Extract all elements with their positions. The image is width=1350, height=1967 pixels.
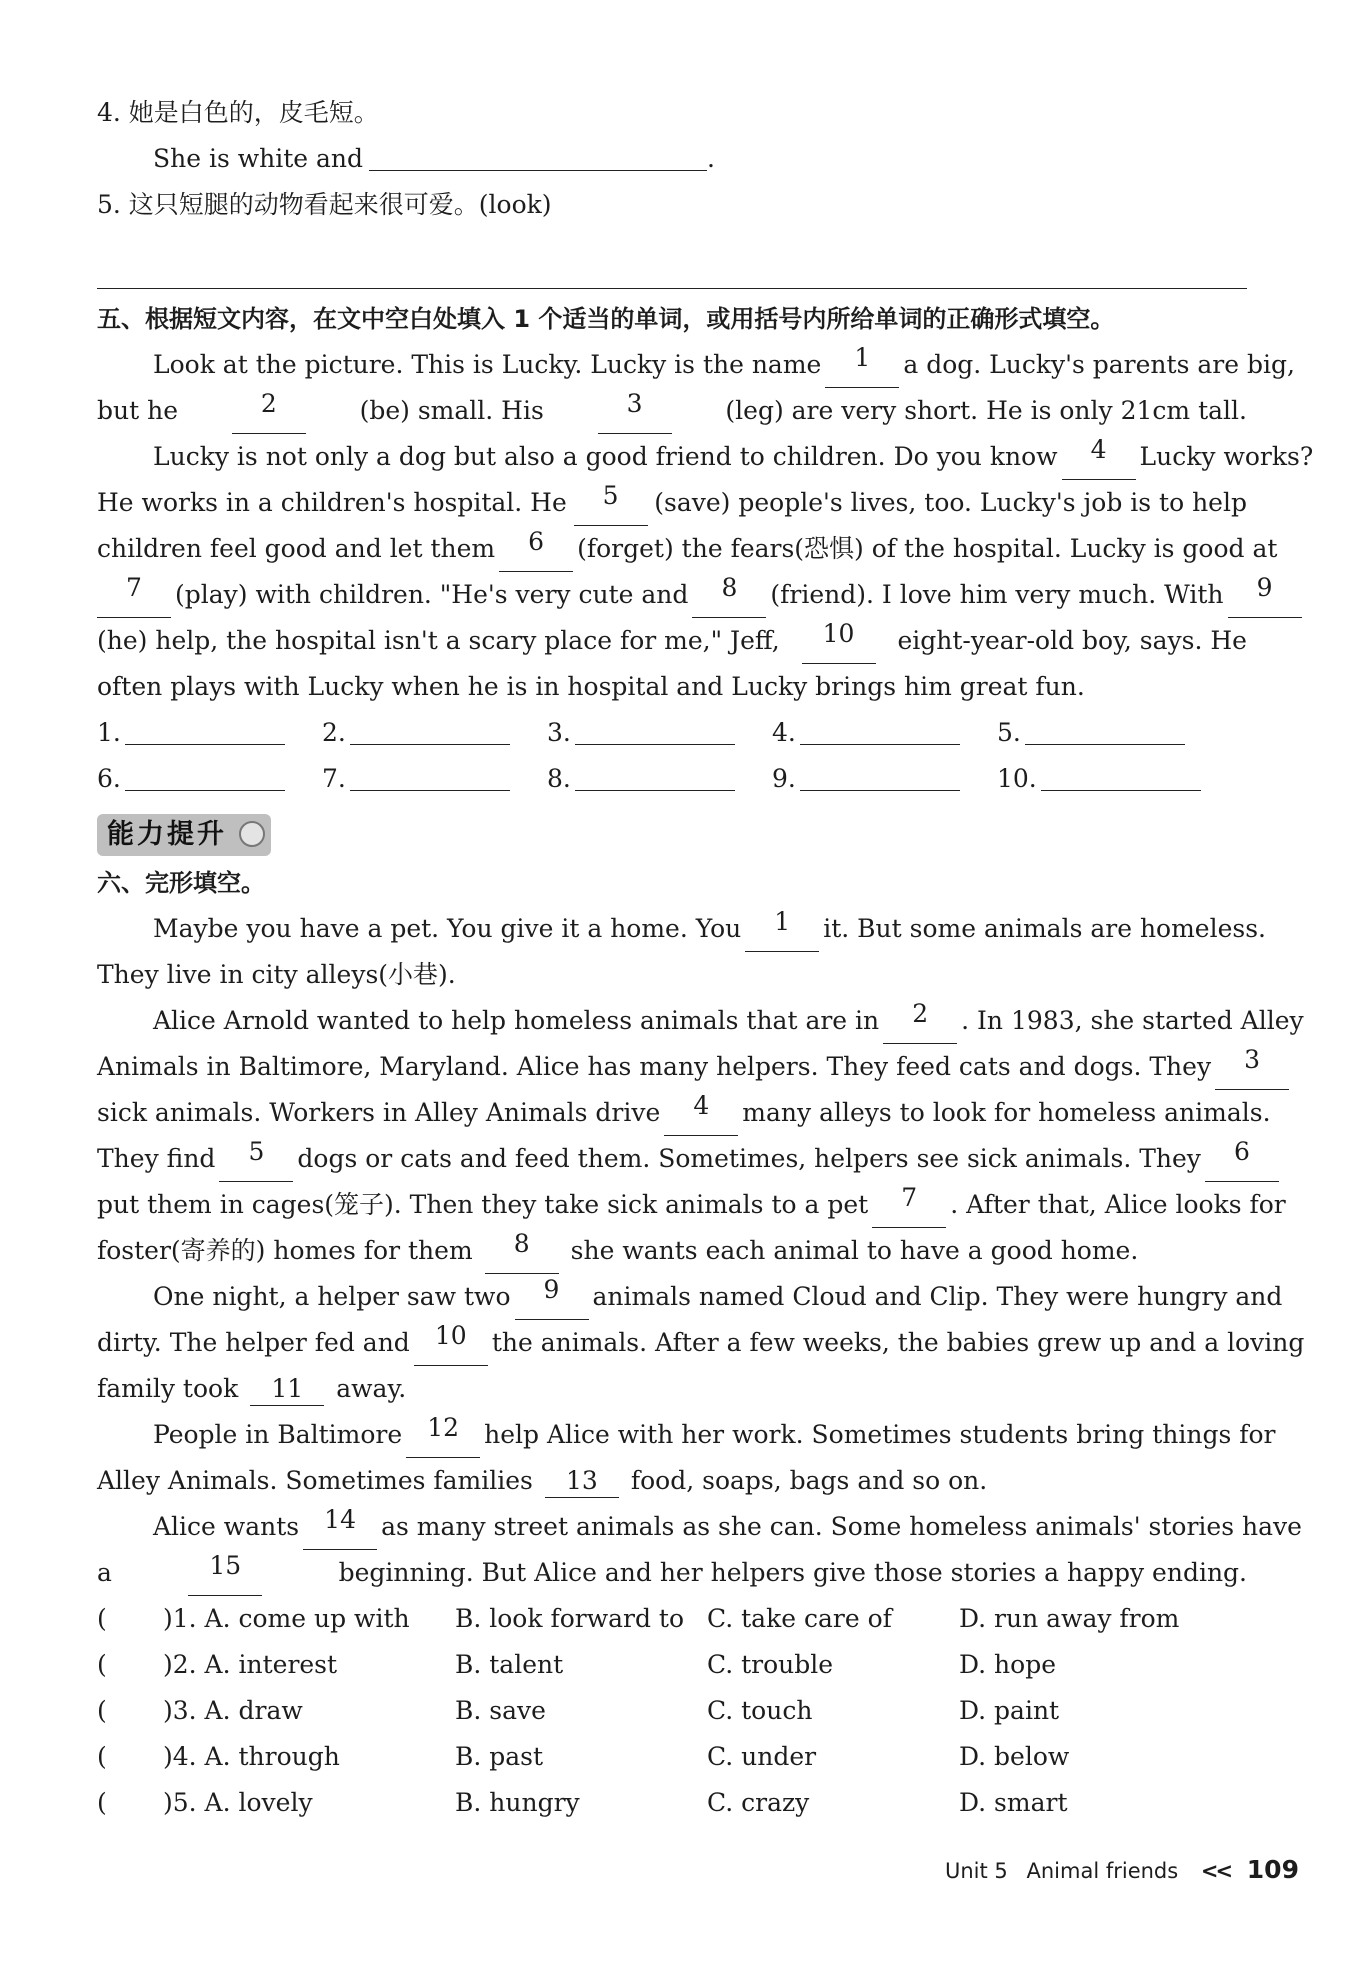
answer-bracket[interactable]: ( (97, 1650, 107, 1679)
cloze-blank-15[interactable]: 15 (188, 1550, 262, 1596)
passage2-line: People in Baltimore 12 help Alice with her work. Sometimes students bring things for (97, 1412, 1247, 1458)
passage1-line: (he) help, the hospital isn't a scary place for me," Jeff, 10 eight-year-old boy, says. He (97, 618, 1247, 664)
option-c: C. trouble (707, 1650, 834, 1679)
option-d: D. paint (959, 1696, 1060, 1725)
cloze-blank-6[interactable]: 6 (1205, 1136, 1279, 1182)
option-c: C. take care of (707, 1604, 892, 1633)
option-b: B. save (455, 1696, 546, 1725)
option-b: B. past (455, 1742, 544, 1771)
passage2-line: dirty. The helper fed and 10 the animals. After a few weeks, the babies grew up and a loving (97, 1320, 1247, 1366)
option-b: B. talent (455, 1650, 564, 1679)
cloze-blank-14[interactable]: 14 (303, 1504, 377, 1550)
blank-1[interactable]: 1 (825, 342, 899, 388)
passage2-line: Alley Animals. Sometimes families 13 food, soaps, bags and so on. (97, 1458, 1247, 1504)
cloze-blank-7[interactable]: 7 (872, 1182, 946, 1228)
passage2-line: They find 5 dogs or cats and feed them. Sometimes, helpers see sick animals. They 6 (97, 1136, 1247, 1182)
section6-heading: 六、完形填空。 (97, 869, 265, 897)
option-c: C. crazy (707, 1788, 810, 1817)
passage2-line: put them in cages(笼子). Then they take sick animals to a pet 7 . After that, Alice looks for (97, 1182, 1247, 1228)
blank-2[interactable]: 2 (232, 388, 306, 434)
cloze-blank-9[interactable]: 9 (515, 1274, 589, 1320)
passage1-line: Lucky is not only a dog but also a good friend to children. Do you know 4 Lucky works? (97, 434, 1247, 480)
option-b: B. hungry (455, 1788, 580, 1817)
option-row (97, 1688, 1247, 1734)
q5-chinese: 5. 这只短腿的动物看起来很可爱。(look) (97, 190, 552, 219)
answer-bracket[interactable]: ( (97, 1742, 107, 1771)
lightbulb-icon (239, 821, 265, 847)
passage2-line: sick animals. Workers in Alley Animals drive 4 many alleys to look for homeless animals. (97, 1090, 1247, 1136)
answer-field[interactable] (1025, 716, 1185, 745)
section5-heading: 五、根据短文内容，在文中空白处填入 1 个适当的单词，或用括号内所给单词的正确形式填空。 (97, 305, 1115, 333)
option-a: )1. A. come up with (163, 1604, 410, 1633)
blank-5[interactable]: 5 (574, 480, 648, 526)
blank-4[interactable]: 4 (1062, 434, 1136, 480)
passage1-line: He works in a children's hospital. He 5 (save) people's lives, too. Lucky's job is to help (97, 480, 1247, 526)
passage2-line: Alice Arnold wanted to help homeless animals that are in 2 . In 1983, she started Alley (97, 998, 1247, 1044)
passage1-line: 7 (play) with children. "He's very cute and 8 (friend). I love him very much. With 9 (97, 572, 1247, 618)
cloze-blank-1[interactable]: 1 (745, 906, 819, 952)
passage2-line: Maybe you have a pet. You give it a home. You 1 it. But some animals are homeless. (97, 906, 1247, 952)
cloze-blank-2[interactable]: 2 (883, 998, 957, 1044)
blank-10[interactable]: 10 (802, 618, 876, 664)
page-footer (945, 1850, 1299, 1890)
blank-7[interactable]: 7 (97, 572, 171, 618)
passage2-line: foster(寄养的) homes for them 8 she wants each animal to have a good home. (97, 1228, 1247, 1274)
option-d: D. below (959, 1742, 1070, 1771)
cloze-blank-8[interactable]: 8 (485, 1228, 559, 1274)
passage1-line: children feel good and let them 6 (forget) the fears(恐惧) of the hospital. Lucky is good at (97, 526, 1247, 572)
cloze-blank-13[interactable]: 13 (545, 1465, 619, 1498)
ability-banner: 能力提升 (97, 814, 271, 856)
answer-field[interactable] (800, 762, 960, 791)
passage1-line: but he 2 (be) small. His 3 (leg) are very short. He is only 21cm tall. (97, 388, 1247, 434)
passage2-line: Alice wants 14 as many street animals as she can. Some homeless animals' stories have (97, 1504, 1247, 1550)
answer-field[interactable] (800, 716, 960, 745)
unit-label: Unit 5 (945, 1859, 1008, 1883)
answer-bracket[interactable]: ( (97, 1696, 107, 1725)
option-a: )4. A. through (163, 1742, 340, 1771)
q4-answer-blank[interactable] (369, 140, 707, 171)
option-d: D. smart (959, 1788, 1068, 1817)
unit-title: Animal friends (1026, 1859, 1179, 1883)
option-a: )3. A. draw (163, 1696, 303, 1725)
cloze-blank-11[interactable]: 11 (250, 1373, 324, 1406)
option-c: C. touch (707, 1696, 813, 1725)
q4-chinese: 4. 她是白色的，皮毛短。 (97, 98, 379, 127)
passage2-line: family took 11 away. (97, 1366, 1247, 1412)
answer-row: 1. 2. 3. 4. 5. (97, 710, 1247, 756)
answer-field[interactable] (575, 716, 735, 745)
option-d: D. run away from (959, 1604, 1180, 1633)
answer-field[interactable] (350, 762, 510, 791)
blank-9[interactable]: 9 (1228, 572, 1302, 618)
answer-field[interactable] (575, 762, 735, 791)
cloze-blank-3[interactable]: 3 (1215, 1044, 1289, 1090)
passage2-line: They live in city alleys(小巷). (97, 960, 456, 989)
cloze-blank-10[interactable]: 10 (414, 1320, 488, 1366)
passage2-line: Animals in Baltimore, Maryland. Alice has many helpers. They feed cats and dogs. They 3 (97, 1044, 1247, 1090)
cloze-blank-12[interactable]: 12 (406, 1412, 480, 1458)
option-row (97, 1780, 1247, 1826)
blank-6[interactable]: 6 (499, 526, 573, 572)
page-number: 109 (1246, 1855, 1299, 1884)
cloze-blank-4[interactable]: 4 (664, 1090, 738, 1136)
worksheet-page (97, 90, 1314, 1826)
answer-field[interactable] (125, 716, 285, 745)
passage1-line: often plays with Lucky when he is in hospital and Lucky brings him great fun. (97, 672, 1085, 701)
answer-row: 6. 7. 8. 9. 10. (97, 756, 1247, 802)
blank-3[interactable]: 3 (598, 388, 672, 434)
option-row (97, 1596, 1247, 1642)
chevron-left-icon: << (1200, 1859, 1231, 1883)
option-row (97, 1642, 1247, 1688)
option-row (97, 1734, 1247, 1780)
answer-field[interactable] (1041, 762, 1201, 791)
passage2-line: a 15 beginning. But Alice and her helpers give those stories a happy ending. (97, 1550, 1247, 1596)
passage2-line: One night, a helper saw two 9 animals named Cloud and Clip. They were hungry and (97, 1274, 1247, 1320)
answer-field[interactable] (125, 762, 285, 791)
answer-field[interactable] (350, 716, 510, 745)
option-a: )2. A. interest (163, 1650, 338, 1679)
option-a: )5. A. lovely (163, 1788, 313, 1817)
option-b: B. look forward to (455, 1604, 685, 1633)
blank-8[interactable]: 8 (692, 572, 766, 618)
q5-answer-line[interactable] (97, 228, 1247, 296)
cloze-blank-5[interactable]: 5 (219, 1136, 293, 1182)
option-c: C. under (707, 1742, 817, 1771)
answer-bracket[interactable]: ( (97, 1604, 107, 1633)
passage1-line: Look at the picture. This is Lucky. Lucky is the name 1 a dog. Lucky's parents are big, (97, 342, 1247, 388)
option-d: D. hope (959, 1650, 1056, 1679)
q4-english: She is white and . (97, 136, 1247, 182)
answer-bracket[interactable]: ( (97, 1788, 107, 1817)
